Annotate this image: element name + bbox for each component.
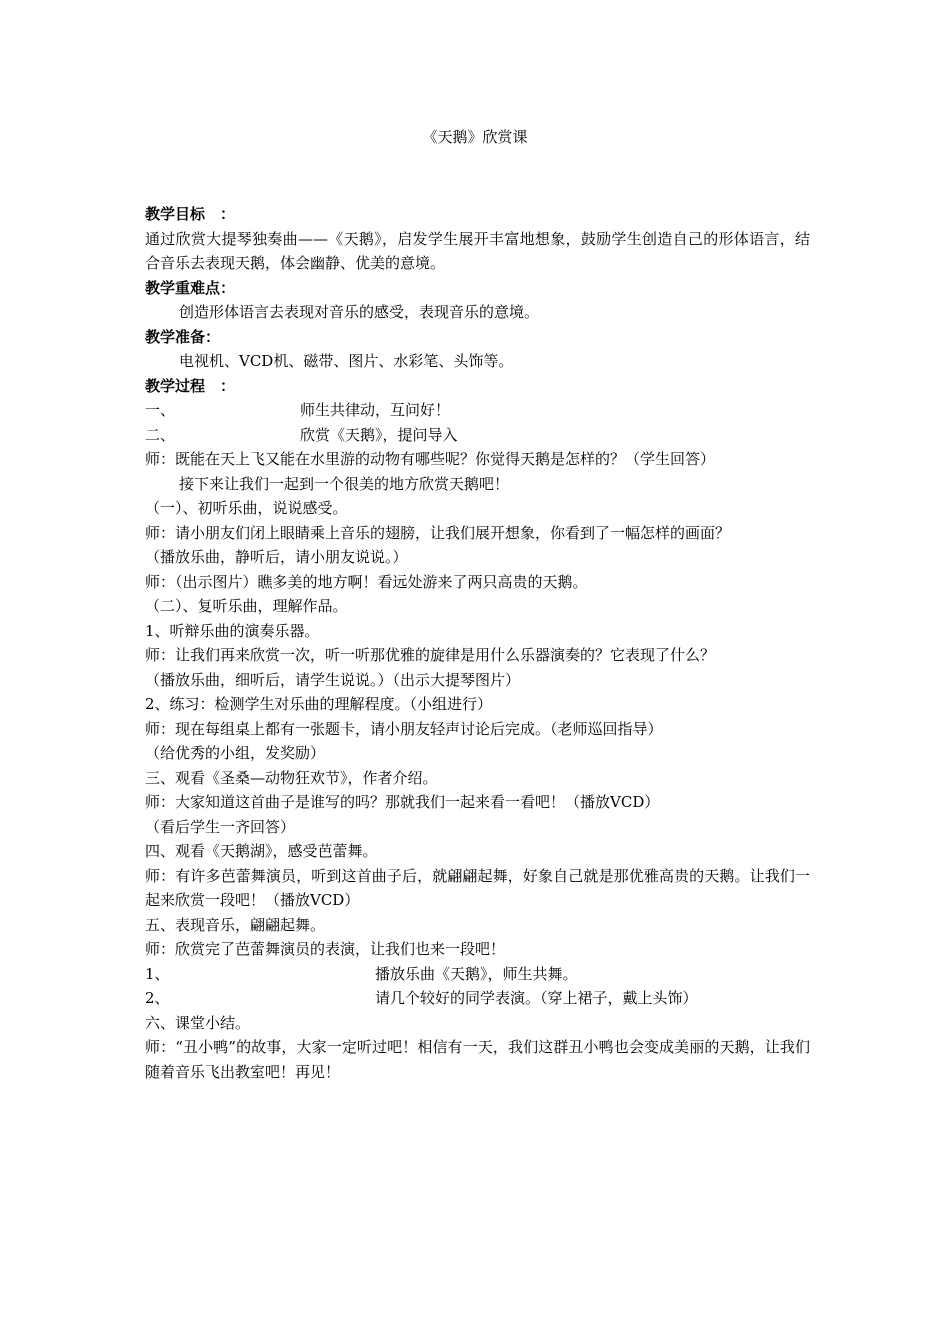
step-number: 1、: [145, 964, 170, 983]
document-title: 《天鹅》欣赏课: [422, 128, 528, 146]
teaching-goal-heading: 教学目标 ：: [145, 205, 236, 223]
text-line: （播放乐曲，细听后，请学生说说。）（出示大提琴图片）: [145, 670, 521, 689]
process-heading: 教学过程 ：: [145, 376, 236, 395]
step-number: 一、: [145, 401, 176, 419]
text-line: 师：大家知道这首曲子是谁写的吗？那就我们一起来看一看吧！（播放VCD）: [145, 793, 660, 811]
document-body: [145, 202, 810, 1084]
text-line: 师：欣赏完了芭蕾舞演员的表演，让我们也来一段吧！: [145, 940, 506, 958]
preparation-heading: 教学准备：: [145, 327, 221, 346]
step-text: 师生共律动，互问好！: [300, 401, 451, 419]
step-number: 2、: [145, 989, 170, 1007]
text-line: 师：有许多芭蕾舞演员，听到这首曲子后，就翩翩起舞，好象自己就是那优雅高贵的天鹅。让我们一起来欣赏一段吧！（播放VCD）: [145, 866, 810, 909]
text-line: （播放乐曲，静听后，请小朋友说说。）: [145, 548, 408, 566]
step-text: 播放乐曲《天鹅》，师生共舞。: [375, 964, 578, 983]
step-text: 请几个较好的同学表演。（穿上裙子，戴上头饰）: [375, 989, 698, 1007]
key-points-text: 创造形体语言去表现对音乐的感受，表现音乐的意境。: [179, 303, 540, 321]
text-line: 师：“丑小鸭”的故事，大家一定听过吧！相信有一天，我们这群丑小鸭也会变成美丽的天鹅，让我们随着音乐飞出教室吧！再见！: [145, 1038, 810, 1081]
text-line: 师：既能在天上飞又能在水里游的动物有哪些呢？你觉得天鹅是怎样的？（学生回答）: [145, 450, 716, 468]
text-line: （给优秀的小组，发奖励）: [145, 744, 326, 762]
text-line: 师：请小朋友们闭上眼睛乘上音乐的翅膀，让我们展开想象，你看到了一幅怎样的画面？: [145, 523, 731, 542]
text-line: 师：让我们再来欣赏一次，听一听那优雅的旋律是用什么乐器演奏的？它表现了什么？: [145, 646, 716, 664]
text-line: 接下来让我们一起到一个很美的地方欣赏天鹅吧！: [179, 474, 510, 493]
text-line: 师：现在每组桌上都有一张题卡，请小朋友轻声讨论后完成。（老师巡回指导）: [145, 719, 663, 738]
text-line: 三、观看《圣桑—动物狂欢节》，作者介绍。: [145, 768, 438, 787]
text-line: （一）、初听乐曲，说说感受。: [145, 499, 348, 517]
process-step-1: [145, 398, 810, 423]
step-number: 二、: [145, 425, 176, 444]
text-line: 1、听辩乐曲的演奏乐器。: [145, 621, 320, 640]
key-points-heading: 教学重难点：: [145, 278, 236, 297]
text-line: （二）、复听乐曲，理解作品。: [145, 597, 348, 615]
text-line: 六、课堂小结。: [145, 1013, 251, 1032]
process-step-2: [145, 423, 810, 448]
text-line: 2、练习：检测学生对乐曲的理解程度。（小组进行）: [145, 695, 493, 713]
text-line: 师：（出示图片）瞧多美的地方啊！看远处游来了两只高贵的天鹅。: [145, 572, 588, 591]
preparation-text: 电视机、VCD机、磁带、图片、水彩笔、头饰等。: [179, 352, 514, 370]
perform-step-2: [145, 986, 810, 1011]
text-line: 五、表现音乐，翩翩起舞。: [145, 915, 326, 934]
step-text: 欣赏《天鹅》，提问导入: [300, 425, 458, 444]
text-line: 四、观看《天鹅湖》，感受芭蕾舞。: [145, 842, 378, 860]
teaching-goal-text: 通过欣赏大提琴独奏曲——《天鹅》，启发学生展开丰富地想象，鼓励学生创造自己的形体语言，结合音乐去表现天鹅，体会幽静、优美的意境。: [145, 229, 810, 272]
text-line: （看后学生一齐回答）: [145, 817, 296, 836]
perform-step-1: [145, 962, 810, 987]
